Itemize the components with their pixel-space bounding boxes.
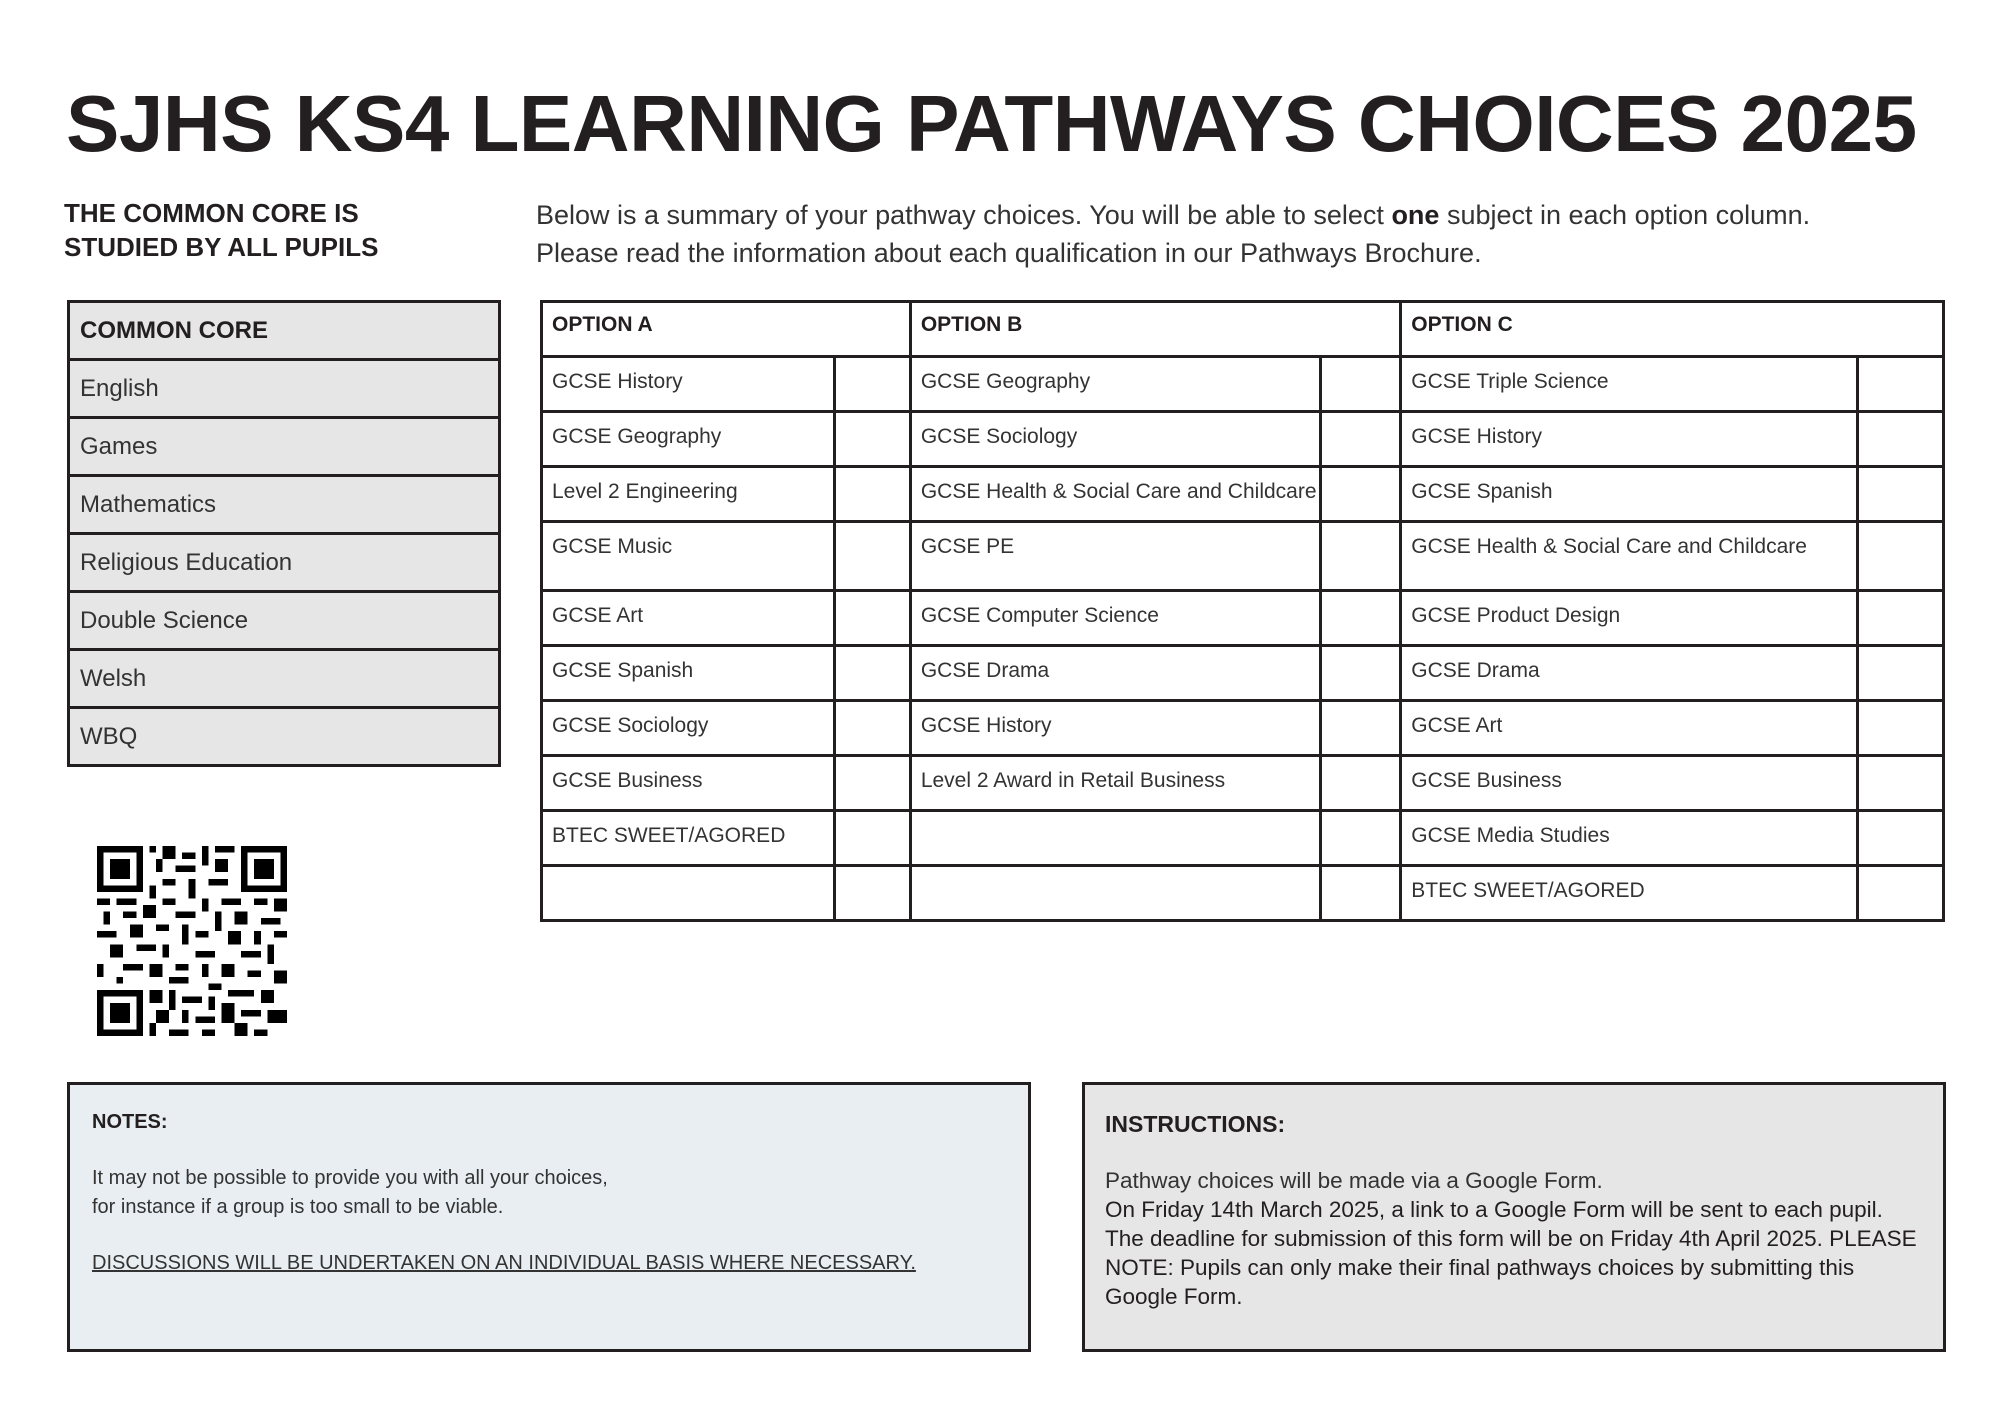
instructions-body: On Friday 14th March 2025, a link to a Google Form will be sent to each pupil. The deadline for submission of this form will be on Friday 4th April 2025. PLEASE NOTE: Pupils can only make their final pathways choices by submitting this Google Form.	[1105, 1197, 1917, 1309]
notes-heading: NOTES:	[92, 1111, 168, 1133]
core-subject: Double Science	[69, 592, 500, 650]
option-a-subject: GCSE Geography	[542, 412, 835, 467]
option-c-tick-box[interactable]	[1857, 467, 1943, 522]
option-a-tick-box[interactable]	[835, 756, 910, 811]
core-subject: Mathematics	[69, 476, 500, 534]
option-a-subject: GCSE Spanish	[542, 646, 835, 701]
option-a-subject: GCSE Sociology	[542, 701, 835, 756]
option-row	[542, 522, 1944, 591]
common-core-header: COMMON CORE	[69, 302, 500, 360]
option-c-tick-box[interactable]	[1857, 701, 1943, 756]
option-a-header: OPTION A	[542, 302, 911, 357]
option-row	[542, 591, 1944, 646]
option-c-subject: GCSE Triple Science	[1401, 357, 1857, 412]
option-c-subject: GCSE Art	[1401, 701, 1857, 756]
intro-text	[536, 196, 1810, 272]
option-a-tick-box[interactable]	[835, 467, 910, 522]
option-a-subject: Level 2 Engineering	[542, 467, 835, 522]
option-c-subject: GCSE Business	[1401, 756, 1857, 811]
option-a-subject: GCSE Art	[542, 591, 835, 646]
option-row	[542, 412, 1944, 467]
option-a-tick-box[interactable]	[835, 701, 910, 756]
option-c-header: OPTION C	[1401, 302, 1944, 357]
option-b-subject: GCSE History	[910, 701, 1320, 756]
notes-text	[92, 1164, 1006, 1222]
option-b-subject	[910, 811, 1320, 866]
option-b-tick-box[interactable]	[1320, 701, 1400, 756]
option-c-tick-box[interactable]	[1857, 357, 1943, 412]
qr-code-icon[interactable]	[97, 846, 287, 1036]
option-a-subject: BTEC SWEET/AGORED	[542, 811, 835, 866]
option-c-tick-box[interactable]	[1857, 412, 1943, 467]
option-b-subject: GCSE Computer Science	[910, 591, 1320, 646]
common-core-intro-line: THE COMMON CORE IS	[64, 198, 359, 228]
option-b-tick-box[interactable]	[1320, 357, 1400, 412]
option-row	[542, 756, 1944, 811]
page-title: SJHS KS4 LEARNING PATHWAYS CHOICES 2025	[66, 79, 1917, 168]
option-row	[542, 467, 1944, 522]
option-a-tick-box[interactable]	[835, 646, 910, 701]
option-c-subject: GCSE History	[1401, 412, 1857, 467]
option-a-tick-box[interactable]	[835, 866, 910, 921]
option-c-subject: GCSE Health & Social Care and Childcare	[1401, 522, 1857, 591]
option-row	[542, 866, 1944, 921]
option-a-subject: GCSE Music	[542, 522, 835, 591]
instructions-line: Pathway choices will be made via a Google Form.	[1105, 1168, 1603, 1193]
option-a-subject	[542, 866, 835, 921]
option-b-tick-box[interactable]	[1320, 811, 1400, 866]
common-core-intro	[64, 196, 378, 264]
instructions-heading: INSTRUCTIONS:	[1105, 1111, 1286, 1137]
option-b-tick-box[interactable]	[1320, 756, 1400, 811]
core-subject: WBQ	[69, 708, 500, 766]
option-c-subject: GCSE Drama	[1401, 646, 1857, 701]
notes-discussion: DISCUSSIONS WILL BE UNDERTAKEN ON AN INDIVIDUAL BASIS WHERE NECESSARY.	[92, 1252, 916, 1274]
option-b-subject: GCSE Geography	[910, 357, 1320, 412]
intro-emphasis: one	[1391, 200, 1440, 230]
core-subject: Games	[69, 418, 500, 476]
option-c-subject: GCSE Media Studies	[1401, 811, 1857, 866]
option-c-subject: GCSE Product Design	[1401, 591, 1857, 646]
option-a-tick-box[interactable]	[835, 811, 910, 866]
core-subject: English	[69, 360, 500, 418]
option-row	[542, 646, 1944, 701]
intro-line-2: Please read the information about each qualification in our Pathways Brochure.	[536, 238, 1482, 268]
option-row	[542, 811, 1944, 866]
intro-line-1a: Below is a summary of your pathway choices. You will be able to select	[536, 200, 1392, 230]
common-core-intro-line: STUDIED BY ALL PUPILS	[64, 232, 379, 262]
option-c-tick-box[interactable]	[1857, 811, 1943, 866]
option-a-subject: GCSE Business	[542, 756, 835, 811]
notes-line: for instance if a group is too small to be viable.	[92, 1196, 504, 1218]
options-table	[540, 300, 1945, 922]
option-row	[542, 357, 1944, 412]
option-b-subject: GCSE Health & Social Care and Childcare	[910, 467, 1320, 522]
intro-line-1b: subject in each option column.	[1439, 200, 1811, 230]
option-b-header: OPTION B	[910, 302, 1400, 357]
instructions-box	[1082, 1082, 1946, 1352]
option-c-tick-box[interactable]	[1857, 756, 1943, 811]
option-a-tick-box[interactable]	[835, 522, 910, 591]
option-c-tick-box[interactable]	[1857, 591, 1943, 646]
option-b-subject: GCSE Sociology	[910, 412, 1320, 467]
option-a-tick-box[interactable]	[835, 357, 910, 412]
common-core-table	[67, 300, 501, 767]
option-a-tick-box[interactable]	[835, 412, 910, 467]
option-b-tick-box[interactable]	[1320, 467, 1400, 522]
option-b-tick-box[interactable]	[1320, 866, 1400, 921]
option-row	[542, 701, 1944, 756]
option-b-tick-box[interactable]	[1320, 412, 1400, 467]
option-b-tick-box[interactable]	[1320, 522, 1400, 591]
option-b-subject: GCSE Drama	[910, 646, 1320, 701]
option-b-subject: GCSE PE	[910, 522, 1320, 591]
option-c-subject: BTEC SWEET/AGORED	[1401, 866, 1857, 921]
option-a-tick-box[interactable]	[835, 591, 910, 646]
option-b-subject	[910, 866, 1320, 921]
notes-line: It may not be possible to provide you with all your choices,	[92, 1167, 608, 1189]
option-c-tick-box[interactable]	[1857, 646, 1943, 701]
core-subject: Religious Education	[69, 534, 500, 592]
option-a-subject: GCSE History	[542, 357, 835, 412]
option-c-subject: GCSE Spanish	[1401, 467, 1857, 522]
notes-box	[67, 1082, 1031, 1352]
core-subject: Welsh	[69, 650, 500, 708]
option-b-subject: Level 2 Award in Retail Business	[910, 756, 1320, 811]
option-c-tick-box[interactable]	[1857, 866, 1943, 921]
option-c-tick-box[interactable]	[1857, 522, 1943, 591]
option-b-tick-box[interactable]	[1320, 646, 1400, 701]
option-b-tick-box[interactable]	[1320, 591, 1400, 646]
